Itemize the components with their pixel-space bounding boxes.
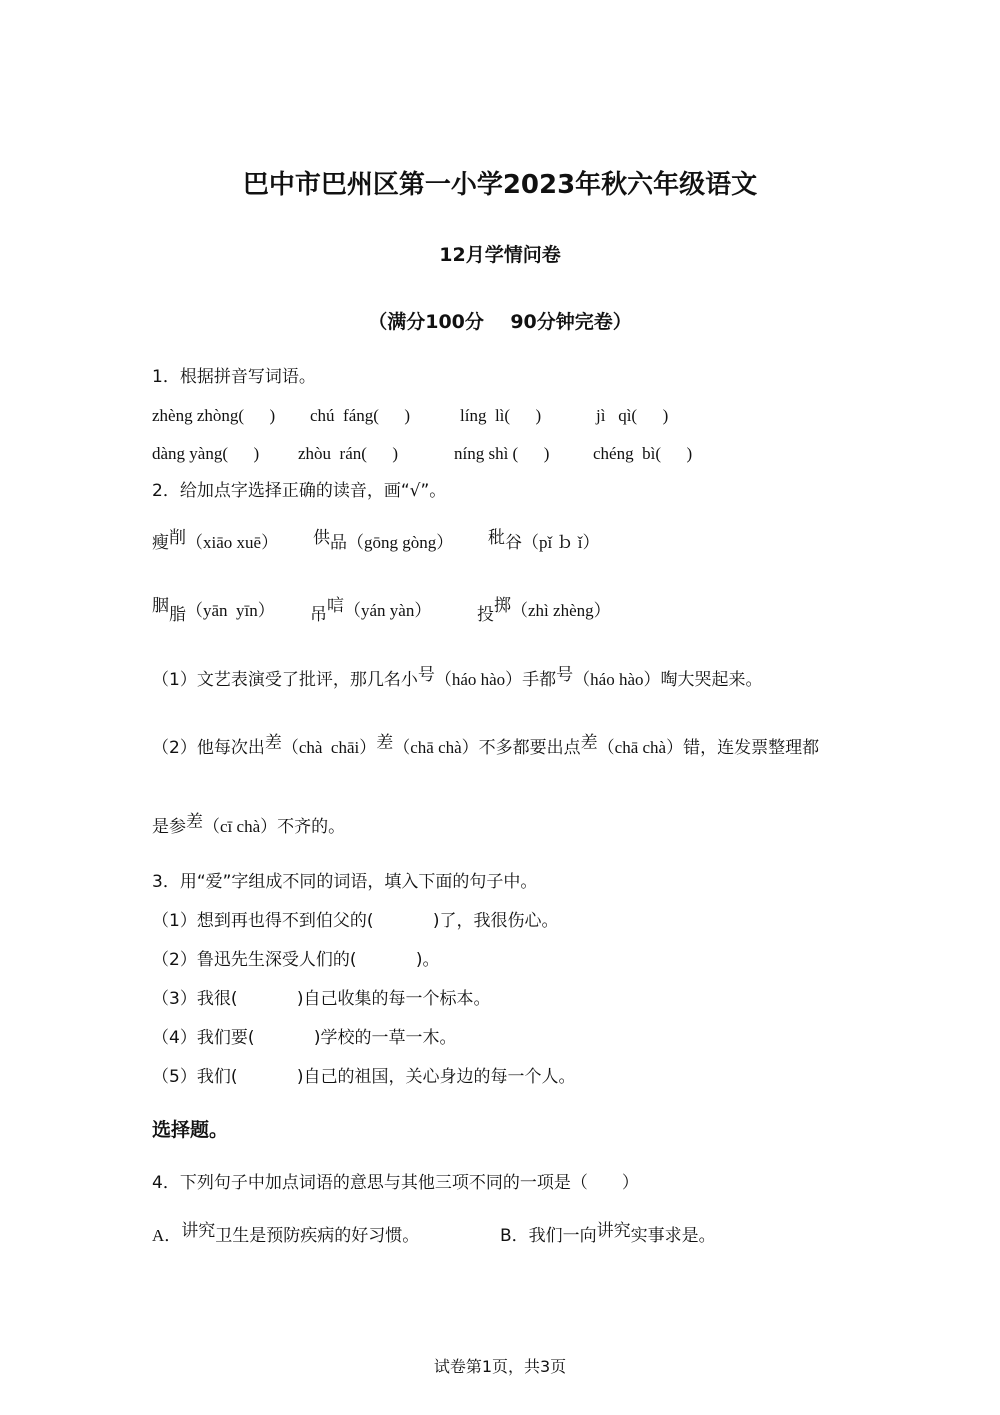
q2-word-3: 秕谷（pǐ ｂ ǐ） [488, 528, 600, 553]
q1-pinyin-5: dàng yàng( ) [152, 444, 260, 463]
q2-word-6: 投掷（zhì zhèng） [477, 596, 611, 625]
dotted-word: 讲究 [181, 1221, 216, 1241]
q2-word-5: 吊唁（yán yàn） [310, 596, 432, 625]
q3-stem: 3．用“爱”字组成不同的词语，填入下面的句子中。 [152, 872, 538, 892]
q1-pinyin-1: zhèng zhòng( ) [152, 406, 276, 425]
q1-pinyin-7: níng shì ( ) [454, 444, 550, 463]
q2-word-4: 胭脂（yān yīn） [152, 596, 275, 625]
page-subtitle: 12月学情问卷 [439, 244, 561, 266]
score-time-line: （满分100分 90分钟完卷） [368, 311, 632, 333]
dotted-word: 讲究 [596, 1221, 631, 1241]
dotted-char: 胭 [152, 596, 169, 616]
dotted-char: 供 [313, 528, 330, 548]
dotted-char: 唁 [327, 596, 344, 616]
page-footer: 试卷第1页，共3页 [433, 1357, 567, 1376]
q3-item-1: （1）想到再也得不到伯父的( )了，我很伤心。 [152, 911, 559, 931]
q2-word-2: 供品（gōng gòng） [313, 528, 454, 553]
q3-item-2: （2）鲁迅先生深受人们的( )。 [152, 950, 440, 970]
q4-stem: 4．下列句子中加点词语的意思与其他三项不同的一项是（ ） [152, 1173, 639, 1193]
q3-item-4: （4）我们要( )学校的一草一木。 [152, 1028, 457, 1048]
q2-sentence-1: （1）文艺表演受了批评，那几名小号（háo hào）手都号（háo hào）啕大哭起来。 [152, 665, 763, 690]
q2-stem: 2．给加点字选择正确的读音，画“√”。 [152, 481, 447, 501]
q1-pinyin-6: zhòu rán( ) [298, 444, 399, 463]
q2-sentence-2-cont: 是参差（cī chà）不齐的。 [152, 812, 346, 837]
section-heading-choice: 选择题。 [152, 1119, 229, 1141]
q2-sentence-2: （2）他每次出差（chà chāi）差（chā chà）不多都要出点差（chā chà）错，连发票整理都 [152, 733, 820, 758]
q1-pinyin-4: jì qì( ) [596, 406, 669, 425]
q1-pinyin-8: chéng bì( ) [593, 444, 693, 463]
q3-item-5: （5）我们( )自己的祖国，关心身边的每一个人。 [152, 1067, 576, 1087]
q1-pinyin-2: chú fáng( ) [310, 406, 411, 425]
page-title: 巴中市巴州区第一小学2023年秋六年级语文 [242, 170, 758, 200]
dotted-char: 掷 [494, 596, 511, 616]
q4-option-a: A．讲究卫生是预防疾病的好习惯。 [152, 1221, 420, 1246]
q2-word-1: 瘦削（xiāo xuē） [152, 528, 279, 553]
q1-pinyin-3: líng lì( ) [460, 406, 542, 425]
dotted-char: 削 [169, 528, 186, 548]
q1-stem: 1．根据拼音写词语。 [152, 367, 316, 387]
dotted-char: 秕 [488, 528, 505, 548]
q3-item-3: （3）我很( )自己收集的每一个标本。 [152, 989, 491, 1009]
q4-option-b: B．我们一向讲究实事求是。 [500, 1221, 716, 1246]
